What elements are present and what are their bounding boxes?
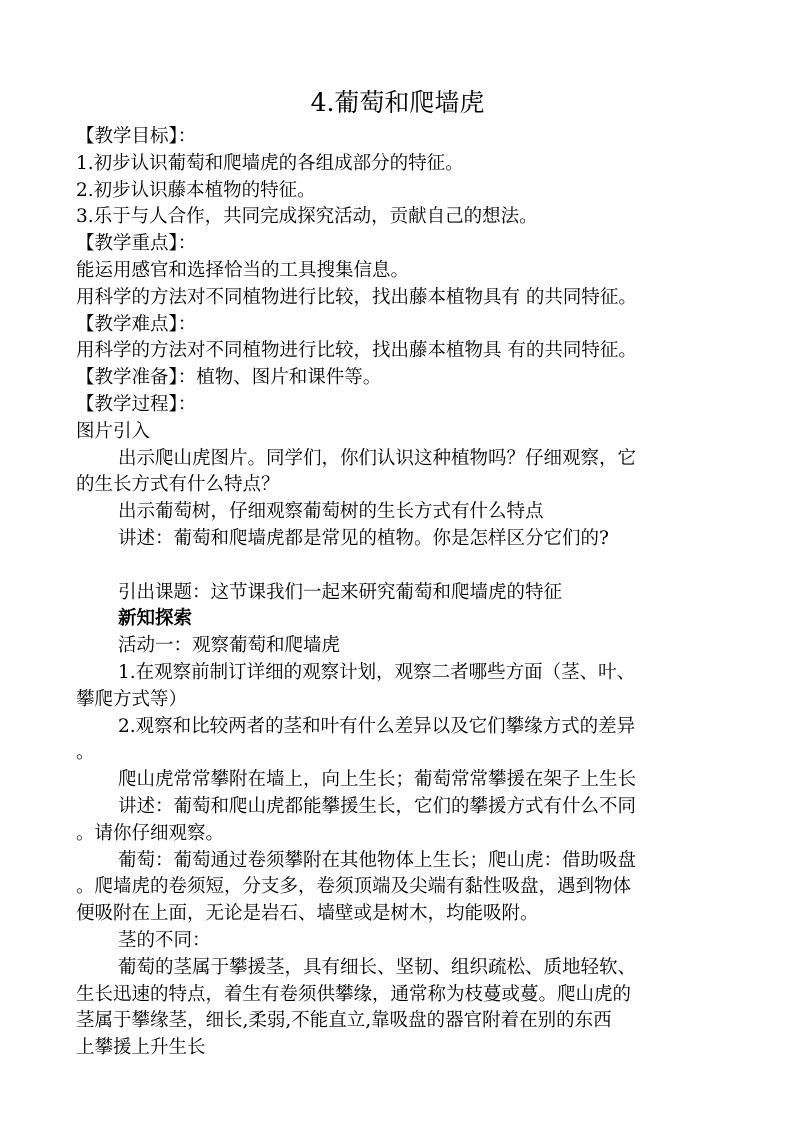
- key-point-1: 能运用感官和选择恰当的工具搜集信息。: [76, 259, 410, 281]
- stem-difference-heading: 茎的不同：: [118, 929, 211, 951]
- paragraph-line: 便吸附在上面，无论是岩石、墙壁或是树木，均能吸附。: [76, 903, 539, 925]
- difficulty-1: 用科学的方法对不同植物进行比较，找出藤本植物具 有的共同特征。: [76, 340, 637, 362]
- goal-item-3: 3.乐于与人合作，共同完成探究活动，贡献自己的想法。: [76, 206, 538, 228]
- goal-item-2: 2.初步认识藤本植物的特征。: [76, 179, 316, 201]
- paragraph-line: 葡萄：葡萄通过卷须攀附在其他物体上生长；爬山虎：借助吸盘: [118, 849, 637, 871]
- paragraph-line: 2.观察和比较两者的茎和叶有什么差异以及它们攀缘方式的差异: [118, 715, 636, 737]
- blank-line: [76, 553, 726, 580]
- paragraph-line: 的生长方式有什么特点？: [76, 474, 280, 496]
- heading-key-points: 【教学重点】：: [76, 233, 197, 255]
- paragraph-line: 茎属于攀缘茎，细长,柔弱,不能直立,靠吸盘的器官附着在别的东西: [76, 1010, 612, 1032]
- heading-difficulties: 【教学难点】：: [76, 313, 197, 335]
- paragraph-line: 攀爬方式等）: [76, 688, 188, 710]
- paragraph-line: 出示葡萄树，仔细观察葡萄树的生长方式有什么特点: [118, 501, 544, 523]
- paragraph-line: 。请你仔细观察。: [76, 822, 225, 844]
- paragraph-line: 生长迅速的特点，着生有卷须供攀缘，通常称为枝蔓或蔓。爬山虎的: [76, 983, 632, 1005]
- paragraph-line: 葡萄的茎属于攀援茎，具有细长、坚韧、组织疏松、质地轻软、: [118, 956, 637, 978]
- paragraph-line: 讲述：葡萄和爬墙虎都是常见的植物。你是怎样区分它们的?: [118, 527, 609, 549]
- section-new-knowledge: 新知探索: [118, 608, 193, 630]
- key-point-2: 用科学的方法对不同植物进行比较，找出藤本植物具有 的共同特征。: [76, 286, 637, 308]
- paragraph-line: 上攀援上升生长: [76, 1037, 206, 1059]
- paragraph-line: 。爬墙虎的卷须短，分支多，卷须顶端及尖端有黏性吸盘，遇到物体: [76, 876, 632, 898]
- activity-heading: 活动一：观察葡萄和爬墙虎: [118, 635, 341, 657]
- paragraph-line: 出示爬山虎图片。同学们，你们认识这种植物吗？仔细观察，它: [118, 447, 637, 469]
- section-picture-intro: 图片引入: [76, 420, 151, 442]
- paragraph-line: 。: [76, 742, 95, 764]
- heading-preparation: 【教学准备】：植物、图片和课件等。: [76, 367, 382, 389]
- paragraph-line: 1.在观察前制订详细的观察计划，观察二者哪些方面（茎、叶、: [118, 661, 636, 683]
- heading-teaching-goals: 【教学目标】：: [76, 126, 197, 147]
- heading-process: 【教学过程】：: [76, 393, 197, 415]
- paragraph-line: 爬山虎常常攀附在墙上，向上生长；葡萄常常攀援在架子上生长: [118, 769, 637, 791]
- document-body: [76, 124, 726, 1062]
- document-title: 4.葡萄和爬墙虎: [310, 88, 485, 117]
- paragraph-line: 引出课题：这节课我们一起来研究葡萄和爬墙虎的特征: [118, 581, 563, 603]
- paragraph-line: 讲述：葡萄和爬山虎都能攀援生长，它们的攀援方式有什么不同: [118, 795, 637, 817]
- goal-item-1: 1.初步认识葡萄和爬墙虎的各组成部分的特征。: [76, 152, 464, 174]
